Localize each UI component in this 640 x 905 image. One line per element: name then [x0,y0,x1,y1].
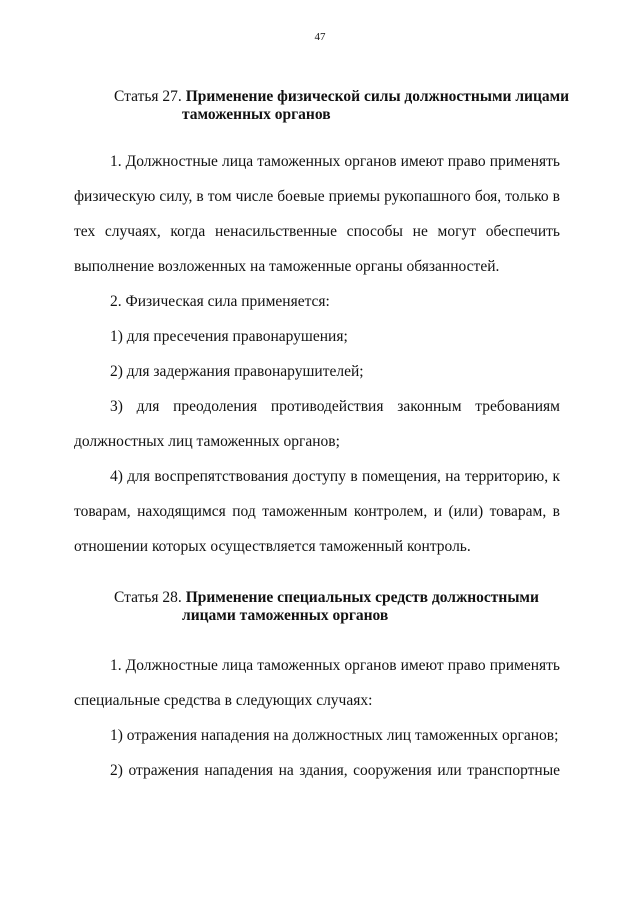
page-number: 47 [314,31,326,43]
article-28-label: Статья 28. [114,589,182,606]
article-28-title-line1: Применение специальных средств должностными [185,589,539,606]
article-28-heading [114,589,539,625]
article-28-item-2: 2) отражения нападения на здания, сооружения или транспортные [110,762,560,779]
article-27-paragraph-1: 1. Должностные лица таможенных органов имеют право применять физическую силу, в том числе боевые приемы рукопашного боя, только в тех случаях, когда ненасильственные способы не могут обеспечить выполнение возложенных на таможенные органы обязанностей. [74,153,560,275]
article-27-title-line2: таможенных органов [182,106,331,123]
article-28-title-line2: лицами таможенных органов [182,607,389,624]
article-27-paragraph-2: 2. Физическая сила применяется: [110,293,330,310]
article-28-item-1: 1) отражения нападения на должностных лиц таможенных органов; [110,727,559,744]
article-27-heading [114,88,569,124]
article-27-label: Статья 27. [114,88,182,105]
article-27-item-2: 2) для задержания правонарушителей; [110,363,364,380]
article-27-item-3: 3) для преодоления противодействия законным требованиям должностных лиц таможенных органов; [74,398,560,450]
article-28-paragraph-1: 1. Должностные лица таможенных органов имеют право применять специальные средства в следующих случаях: [74,657,560,709]
article-27-title-line1: Применение физической силы должностными лицами [185,88,570,105]
article-27-item-4: 4) для воспрепятствования доступу в помещения, на территорию, к товарам, находящимся под таможенным контролем, и (или) товарам, в отношении которых осуществляется таможенный контроль. [74,468,560,555]
article-27-item-1: 1) для пресечения правонарушения; [110,328,348,345]
